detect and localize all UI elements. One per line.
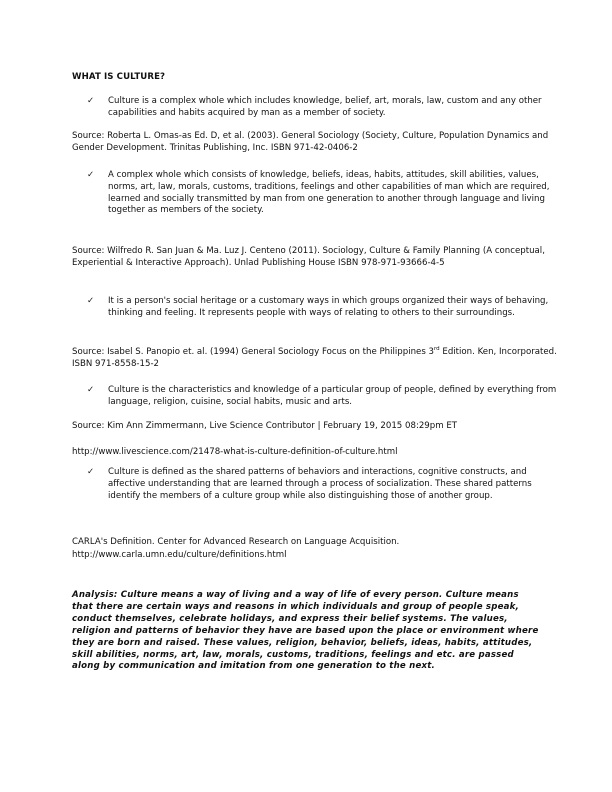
ordinal-suffix: rd — [434, 346, 440, 353]
source-citation-part: Source: Isabel S. Panopio et. al. (1994) General Sociology Focus on the Philippines 3 — [72, 347, 434, 357]
definition-text: Culture is a complex whole which includes knowledge, belief, art, morals, law, custom and any other capabilities and habits acquired by man as a member of society. — [108, 96, 542, 118]
source-url: http://www.carla.umn.edu/culture/definitions.html — [72, 550, 287, 560]
analysis-paragraph: Analysis: Culture means a way of living and a way of life of every person. Culture means that there are certain ways and reasons in which individuals and group of people speak, conduct themselves, celebrate holidays, and express their belief systems. The values, religion and patterns of behavior they have are based upon the place or environment where they are born and raised. These values, religion, behavior, beliefs, ideas, habits, attitudes, skill abilities, norms, art, law, morals, customs, traditions, feelings and etc. are passed along by communication and imitation from one generation to the next. — [72, 590, 539, 672]
page-title: WHAT IS CULTURE? — [72, 72, 166, 82]
checkmark-icon: ✓ — [87, 170, 95, 180]
definition-item-5 — [87, 467, 557, 502]
definition-text: It is a person's social heritage or a customary ways in which groups organized their ways of behaving, thinking and feeling. It represents people with ways of relating to others to their surroundings. — [108, 296, 549, 318]
definition-item-1 — [87, 96, 557, 120]
definition-text: A complex whole which consists of knowledge, beliefs, ideas, habits, attitudes, skill abilities, values, norms, art, law, morals, customs, traditions, feelings and other capabilities of man which are required, learned and socially transmitted by man from one generation to another through language and living together as members of the society. — [108, 170, 550, 216]
source-citation-part: Edition. Ken, Incorporated. ISBN 971-8558-15-2 — [72, 347, 557, 369]
source-citation — [72, 347, 557, 371]
source-citation: Source: Kim Ann Zimmermann, Live Science Contributor | February 19, 2015 08:29pm ET — [72, 421, 458, 431]
source-url: http://www.livescience.com/21478-what-is-culture-definition-of-culture.html — [72, 447, 398, 457]
definition-item-4 — [87, 385, 557, 409]
definition-item-2 — [87, 170, 557, 217]
checkmark-icon: ✓ — [87, 385, 95, 395]
source-citation: Source: Wilfredo R. San Juan & Ma. Luz J. Centeno (2011). Sociology, Culture & Family Planning (A conceptual, Experiential & Interactive Approach). Unlad Publishing House ISBN 978-971-93666-4-5 — [72, 246, 545, 268]
definition-text: Culture is the characteristics and knowledge of a particular group of people, defined by everything from language, religion, cuisine, social habits, music and arts. — [108, 385, 557, 407]
checkmark-icon: ✓ — [87, 467, 95, 477]
definition-item-3 — [87, 296, 557, 320]
source-citation: Source: Roberta L. Omas-as Ed. D, et al. (2003). General Sociology (Society, Culture, Population Dynamics and Gender Development. Trinitas Publishing, Inc. ISBN 971-42-0406-2 — [72, 131, 549, 153]
source-citation: CARLA's Definition. Center for Advanced Research on Language Acquisition. — [72, 537, 400, 547]
checkmark-icon: ✓ — [87, 296, 95, 306]
checkmark-icon: ✓ — [87, 96, 95, 106]
definition-text: Culture is defined as the shared patterns of behaviors and interactions, cognitive constructs, and affective understanding that are learned through a process of socialization. These shared patterns identify the members of a culture group while also distinguishing those of another group. — [108, 467, 532, 501]
